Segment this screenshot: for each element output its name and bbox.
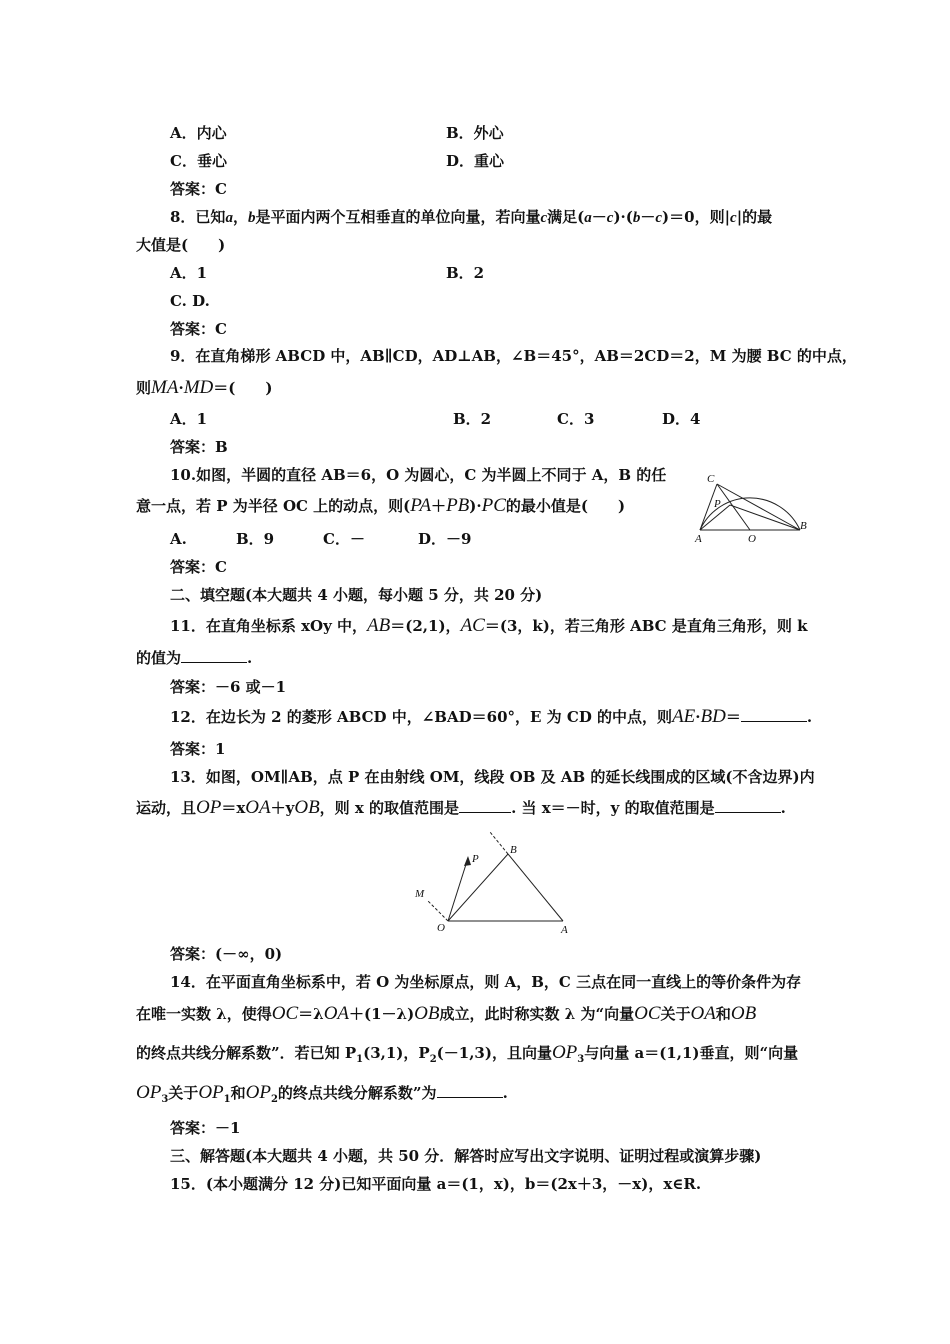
label-b: B <box>800 520 807 532</box>
vector-op-arrowhead <box>464 856 471 866</box>
segment-cb <box>717 484 800 530</box>
q9-option-c: C．3 <box>557 410 595 428</box>
q13-stem-line1: 13．如图，OM∥AB，点 P 在由射线 OM，线段 OB 及 AB 的延长线围成的区域(不含边界)内 <box>170 768 815 786</box>
label-p: P <box>714 498 721 510</box>
q9-answer: 答案：B <box>170 438 228 456</box>
q8-option-cd: C. D. <box>170 292 210 310</box>
ray-om <box>428 901 448 921</box>
label-a: A <box>561 924 568 936</box>
q13-blank-y[interactable] <box>715 798 781 813</box>
q9-option-b: B．2 <box>453 410 492 428</box>
q14-stem-line2: 在唯一实数 λ，使得OC＝λOA＋(1－λ)OB成立，此时称实数 λ 为“向量OC关于OA和OB <box>136 1003 757 1024</box>
q10-option-b: B．9 <box>236 530 275 548</box>
q7-option-b: B．外心 <box>446 124 504 142</box>
q12-answer: 答案：1 <box>170 740 226 758</box>
q10-option-d: D．－9 <box>418 530 472 548</box>
q13-answer: 答案：(－∞，0) <box>170 945 283 963</box>
q13-stem-line2: 运动，且OP＝xOA＋yOB，则 x 的取值范围是 . 当 x＝－时，y 的取值范围是 . <box>136 797 786 818</box>
q10-stem-line1: 10.如图，半圆的直径 AB＝6，O 为圆心，C 为半圆上不同于 A，B 的任 <box>170 466 667 484</box>
q9-option-a: A．1 <box>170 410 208 428</box>
q14-stem-line1: 14．在平面直角坐标系中，若 O 为坐标原点，则 A，B，C 三点在同一直线上的等价条件为存 <box>170 973 802 991</box>
label-c: C <box>707 473 715 485</box>
q10-option-a: A. <box>170 530 187 548</box>
segment-oc <box>717 484 750 530</box>
label-o: O <box>437 922 445 934</box>
q11-stem-line2: 的值为 . <box>136 649 253 667</box>
section-2-heading: 二、填空题(本大题共 4 小题，每小题 5 分，共 20 分) <box>170 586 543 604</box>
q13-blank-x[interactable] <box>459 798 511 813</box>
q9-stem-line2: 则MA·MD＝( ) <box>136 377 273 398</box>
q11-blank[interactable] <box>181 648 247 663</box>
q11-answer: 答案：－6 或－1 <box>170 678 287 696</box>
q9-stem-line1: 9．在直角梯形 ABCD 中，AB∥CD，AD⊥AB，∠B＝45°，AB＝2CD＝2，M 为腰 BC 的中点， <box>170 347 857 365</box>
region-figure <box>408 826 583 938</box>
q7-option-c: C．垂心 <box>170 152 227 170</box>
segment-ab <box>508 854 563 921</box>
extension-ab <box>490 832 508 854</box>
q14-stem-line3: 的终点共线分解系数”．若已知 $P_1(3,1)$，$P_2(-1,3)$，且向量$OP_3$与向量 a＝(1,1)垂直，则“向量 <box>136 1042 799 1065</box>
section-3-heading: 三、解答题(本大题共 4 小题，共 50 分．解答时应写出文字说明、证明过程或演算步骤) <box>170 1147 762 1165</box>
q9-option-d: D．4 <box>662 410 701 428</box>
q14-blank[interactable] <box>437 1083 503 1098</box>
label-o: O <box>748 533 756 545</box>
q12-stem: 12．在边长为 2 的菱形 ABCD 中，∠BAD＝60°，E 为 CD 的中点，则AE·BD＝ . <box>170 706 813 727</box>
q7-option-a: A．内心 <box>170 124 227 142</box>
q14-answer: 答案：－1 <box>170 1119 241 1137</box>
q12-blank[interactable] <box>741 707 807 722</box>
label-b: B <box>510 844 517 856</box>
q10-option-c: C．－ <box>323 530 365 548</box>
label-p: P <box>472 853 479 865</box>
q10-answer: 答案：C <box>170 558 227 576</box>
q8-option-a: A．1 <box>170 264 208 282</box>
q8-option-b: B．2 <box>446 264 485 282</box>
label-m: M <box>415 888 425 900</box>
q7-answer: 答案：C <box>170 180 227 198</box>
q8-stem-line2: 大值是( ) <box>136 236 226 254</box>
vector-op <box>448 858 468 921</box>
semicircle-figure <box>690 460 815 545</box>
q10-stem-line2: 意一点，若 P 为半径 OC 上的动点，则(PA＋PB)·PC的最小值是( ) <box>136 495 626 516</box>
q8-answer: 答案：C <box>170 320 227 338</box>
q8-stem-line1: 8．已知a，b是平面内两个互相垂直的单位向量，若向量c满足(a－c)·(b－c)＝0，则|c|的最 <box>170 208 773 226</box>
q7-option-d: D．重心 <box>446 152 505 170</box>
label-a: A <box>695 533 702 545</box>
q11-stem-line1: 11．在直角坐标系 xOy 中，AB＝(2,1)，AC＝(3，k)，若三角形 ABC 是直角三角形，则 k <box>170 615 808 636</box>
q14-stem-line4: $OP_3$关于$OP_1$和$OP_2$的终点共线分解系数”为 . <box>136 1082 508 1105</box>
q15-stem: 15．(本小题满分 12 分)已知平面向量 a＝(1，x)，b＝(2x＋3，－x)，x∈R. <box>170 1175 702 1193</box>
